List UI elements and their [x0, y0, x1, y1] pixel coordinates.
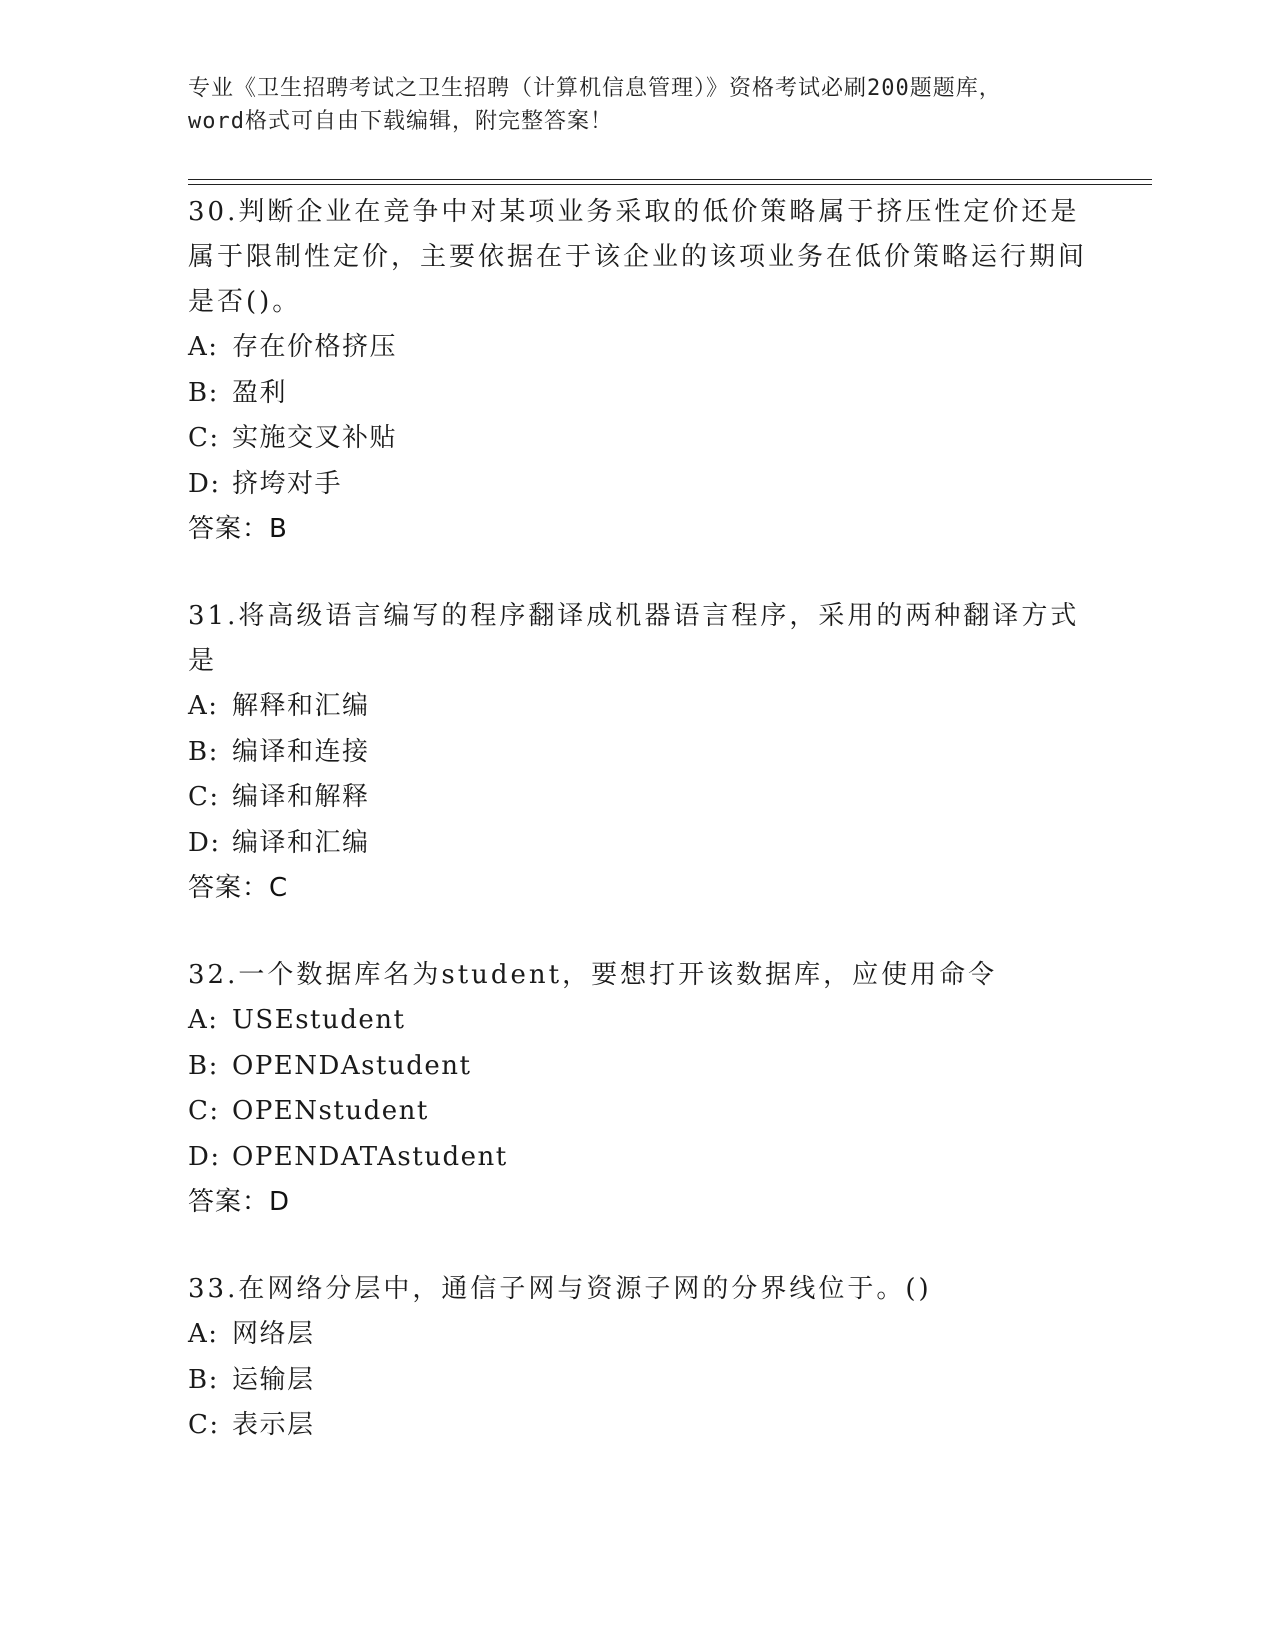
option-item	[188, 775, 1088, 821]
answer-line	[188, 1180, 1088, 1225]
header-line-1: 专业《卫生招聘考试之卫生招聘（计算机信息管理）》资格考试必刷200题题库，	[188, 76, 1002, 101]
option-text: OPENDAstudent	[232, 1050, 472, 1081]
option-text: 编译和解释	[232, 782, 370, 812]
option-letter: C:	[188, 423, 220, 453]
option-text: 解释和汇编	[232, 691, 370, 721]
question-text: 33.在网络分层中，通信子网与资源子网的分界线位于。()	[188, 1274, 932, 1304]
answer-label: 答案：	[188, 1187, 270, 1217]
header-divider-top	[188, 179, 1152, 180]
option-letter: C:	[188, 1410, 220, 1440]
answer-value: B	[269, 514, 288, 544]
option-letter: B:	[188, 377, 219, 408]
option-item	[188, 998, 1088, 1044]
option-letter: A:	[188, 1005, 219, 1035]
option-text: OPENDATAstudent	[232, 1141, 508, 1172]
question-item	[188, 953, 1088, 1225]
option-item	[188, 462, 1088, 508]
option-text: 存在价格挤压	[232, 332, 398, 362]
option-letter: B:	[188, 1364, 219, 1395]
option-item	[188, 1044, 1088, 1090]
answer-line	[188, 866, 1088, 911]
answer-line	[188, 507, 1088, 552]
option-item	[188, 416, 1088, 462]
document-header	[188, 72, 1088, 138]
option-text: 盈利	[232, 377, 288, 408]
option-letter: A:	[188, 691, 219, 721]
option-item	[188, 371, 1088, 417]
option-text: OPENstudent	[232, 1096, 429, 1126]
answer-label: 答案：	[188, 873, 270, 903]
answer-label: 答案：	[188, 514, 270, 544]
answer-value: D	[269, 1187, 291, 1217]
option-text: 运输层	[232, 1364, 315, 1395]
question-item	[188, 1267, 1088, 1449]
option-item	[188, 1403, 1088, 1449]
option-letter: B:	[188, 736, 219, 767]
option-letter: A:	[188, 1319, 219, 1349]
option-text: 挤垮对手	[232, 468, 343, 499]
option-letter: B:	[188, 1050, 219, 1081]
option-letter: C:	[188, 1096, 220, 1126]
option-item	[188, 325, 1088, 371]
question-item	[188, 594, 1088, 911]
option-item	[188, 1135, 1088, 1181]
answer-value: C	[269, 873, 289, 903]
option-item	[188, 730, 1088, 776]
option-letter: A:	[188, 332, 219, 362]
option-letter: C:	[188, 782, 220, 812]
option-item	[188, 1358, 1088, 1404]
question-text: 30.判断企业在竞争中对某项业务采取的低价策略属于挤压性定价还是属于限制性定价，主要依据在于该企业的该项业务在低价策略运行期间是否()。	[188, 197, 1088, 317]
option-text: 表示层	[232, 1410, 315, 1440]
option-item	[188, 1312, 1088, 1358]
option-item	[188, 1089, 1088, 1135]
question-text: 32.一个数据库名为student，要想打开该数据库，应使用命令	[188, 960, 998, 990]
question-item	[188, 190, 1088, 552]
header-line-2: word格式可自由下载编辑，附完整答案！	[188, 109, 613, 134]
option-text: 实施交叉补贴	[232, 423, 398, 453]
option-letter: D:	[188, 468, 221, 499]
option-item	[188, 821, 1088, 867]
option-text: USEstudent	[232, 1005, 406, 1035]
option-letter: D:	[188, 1141, 221, 1172]
option-letter: D:	[188, 827, 221, 858]
header-divider-bottom	[188, 184, 1152, 185]
option-text: 编译和连接	[232, 736, 370, 767]
option-item	[188, 684, 1088, 730]
question-text: 31.将高级语言编写的程序翻译成机器语言程序，采用的两种翻译方式是	[188, 601, 1080, 676]
question-list	[188, 190, 1088, 1449]
option-text: 网络层	[232, 1319, 315, 1349]
option-text: 编译和汇编	[232, 827, 370, 858]
